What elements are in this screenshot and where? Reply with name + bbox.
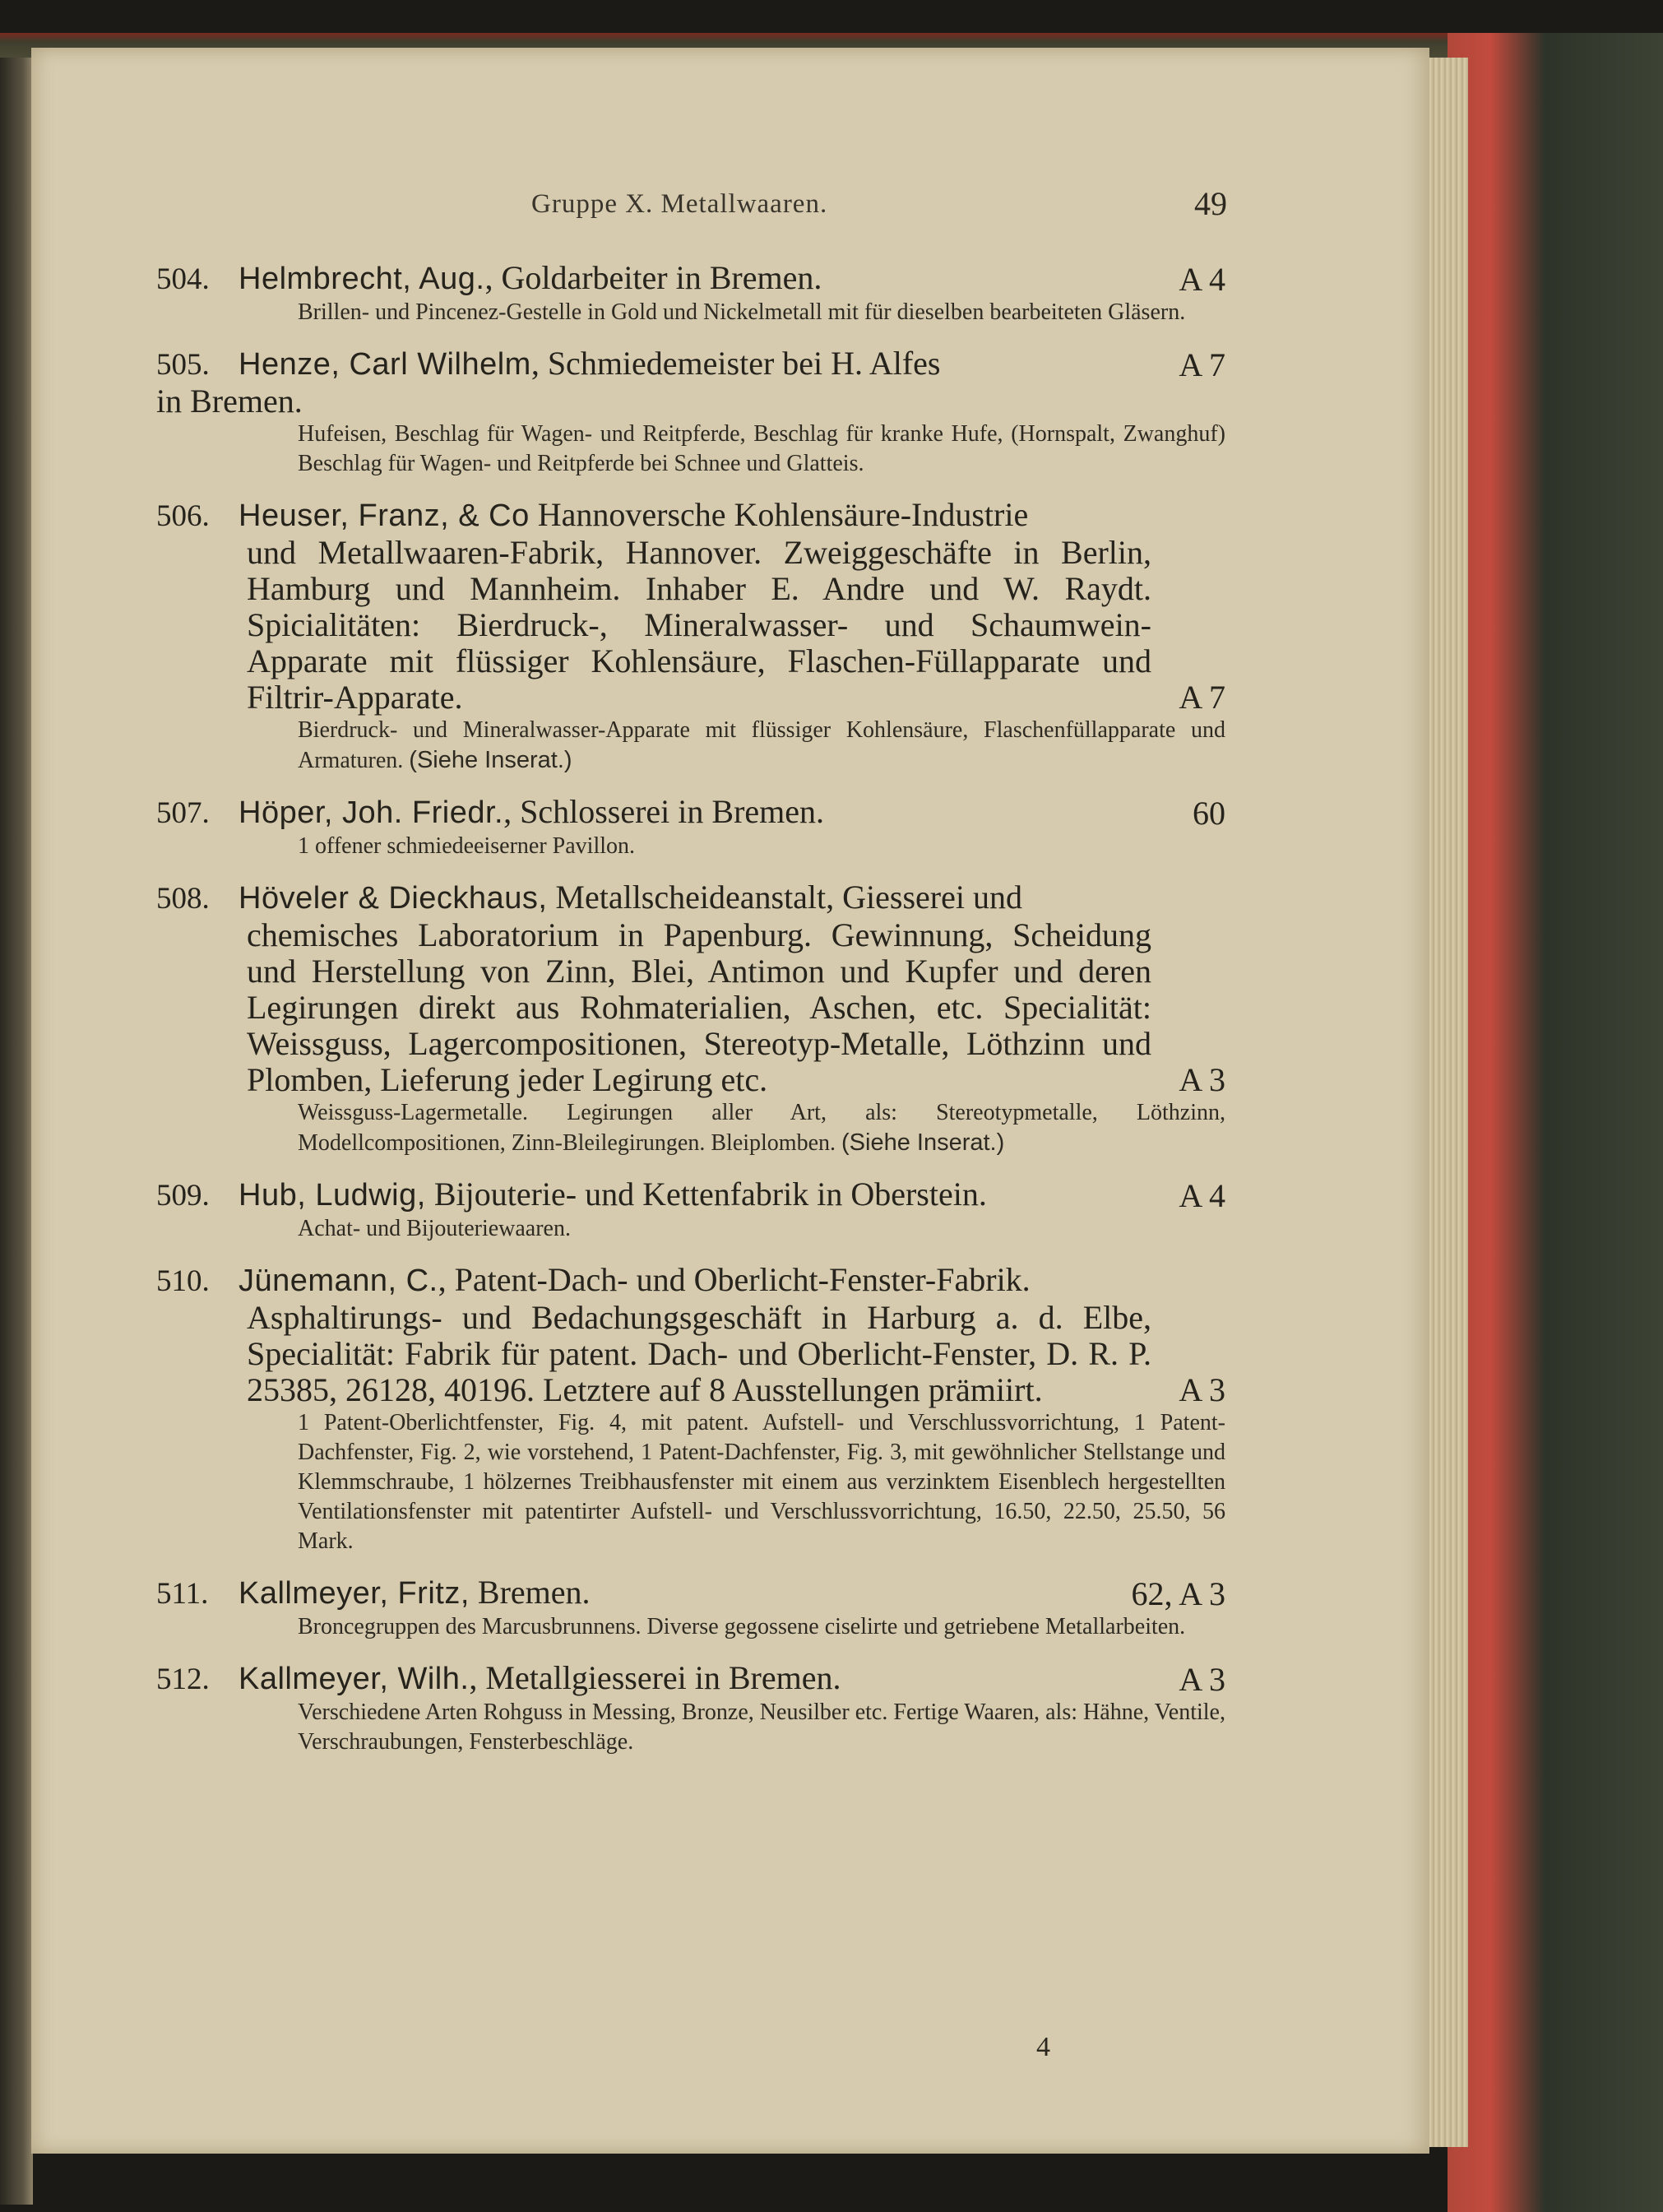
exhibitor-name: Jünemann, C. (239, 1264, 438, 1298)
exhibitor-details: , Metallgiesserei in Bremen. (469, 1659, 841, 1696)
entry-headline (156, 1262, 1225, 1300)
location-code: A 4 (1179, 261, 1225, 298)
exhibit-description: Hufeisen, Beschlag für Wagen- und Reitpferde, Beschlag für kranke Hufe, (Hornspalt, Zwanghuf) Beschlag für Wagen- und Reitpferde bei Schnee und Glatteis. (298, 421, 1225, 476)
entry-number: 507. (156, 796, 210, 830)
entry-number: 505. (156, 348, 210, 382)
exhibitor-details: , Patent-Dach- und Oberlicht-Fenster-Fabrik. (438, 1261, 1031, 1298)
entry-headline (156, 794, 1225, 832)
exhibitor-details: Bremen. (469, 1574, 591, 1611)
exhibit-description-text: Weissguss-Lagermetalle. Legirungen aller Art, als: Stereotypmetalle, Löthzinn, Modellcompositionen, Zinn-Bleilegirungen. Bleiplomben. (298, 1100, 1225, 1156)
exhibitor-details: , Goldarbeiter in Bremen. (484, 259, 822, 296)
entry-headline (156, 1574, 1225, 1612)
exhibit-description: Brillen- und Pincenez-Gestelle in Gold und Nickelmetall mit für dieselben bearbeiteten Gläsern. (298, 299, 1186, 325)
page-number: 49 (1194, 185, 1227, 222)
exhibitor-details-continued (156, 1300, 1225, 1408)
book-binding-left (0, 49, 33, 2205)
entry-number: 510. (156, 1264, 210, 1298)
exhibitor-details-text: und Metallwaaren-Fabrik, Hannover. Zweiggeschäfte in Berlin, Hamburg und Mannheim. Inhaber E. Andre und W. Raydt. Spicialitäten: Bierdruck-, Mineralwasser- und Schaumwein-Apparate mit flüssiger Kohlensäure, Flaschen-Füllapparate und Filtrir-Apparate. (247, 534, 1151, 716)
exhibit-description: 1 offener schmiedeeiserner Pavillon. (298, 833, 636, 859)
exhibitor-name: Heuser, Franz, & Co (239, 499, 530, 533)
entry-number: 509. (156, 1179, 210, 1213)
entry-507 (156, 794, 1225, 861)
advert-reference: (Siehe Inserat.) (841, 1129, 1005, 1156)
entry-504 (156, 260, 1225, 327)
running-head: Gruppe X. Metallwaaren. (531, 189, 828, 219)
exhibitor-details: , Schmiedemeister bei H. Alfes (530, 345, 941, 382)
exhibitor-name: Helmbrecht, Aug. (239, 262, 485, 296)
exhibit-description: 1 Patent-Oberlichtfenster, Fig. 4, mit patent. Aufstell- und Verschlussvorrichtung, 1 Patent-Dachfenster, Fig. 2, wie vorstehend, 1 Patent-Dachfenster, Fig. 3, mit gewöhnlicher Stellstange und Klemmschraube, 1 hölzernes Treibhausfenster mit einem aus verzinktem Eisenblech hergestellten Ventilationsfenster mit patentirter Aufstell- und Verschlussvorrichtung, 16.50, 22.50, 25.50, 56 Mark. (298, 1410, 1225, 1554)
signature-mark: 4 (1036, 2032, 1050, 2062)
location-code: 62, A 3 (1131, 1575, 1225, 1612)
entry-number: 512. (156, 1662, 210, 1696)
entry-508 (156, 879, 1225, 1158)
entry-headline (156, 1660, 1225, 1698)
entry-number: 504. (156, 262, 210, 296)
exhibitor-details-continued (156, 917, 1225, 1098)
exhibitor-details: Metallscheideanstalt, Giesserei und (547, 879, 1022, 916)
exhibitor-details-continued: in Bremen. (156, 383, 303, 420)
entry-number: 506. (156, 499, 210, 533)
entry-headline (156, 497, 1225, 535)
entry-headline (156, 879, 1225, 917)
location-code: A 3 (1179, 1061, 1225, 1098)
entry-509 (156, 1176, 1225, 1244)
exhibit-description (156, 1098, 1225, 1158)
exhibitor-name: Kallmeyer, Wilh. (239, 1662, 470, 1696)
entry-510 (156, 1262, 1225, 1556)
entry-512 (156, 1660, 1225, 1757)
exhibitor-details: Hannoversche Kohlensäure-Industrie (529, 496, 1029, 533)
exhibitor-name: Henze, Carl Wilhelm (239, 347, 531, 382)
entry-list (156, 260, 1225, 1775)
exhibit-description-text: Bierdruck- und Mineralwasser-Apparate mit flüssiger Kohlensäure, Flaschenfüllapparate und Armaturen. (298, 717, 1225, 773)
entry-511 (156, 1574, 1225, 1642)
entry-headline (156, 260, 1225, 298)
exhibitor-details: Bijouterie- und Kettenfabrik in Oberstein. (425, 1176, 987, 1213)
entry-505 (156, 345, 1225, 479)
location-code: A 3 (1179, 1371, 1225, 1408)
exhibitor-name: Höper, Joh. Friedr. (239, 795, 504, 830)
exhibit-description: Achat- und Bijouteriewaaren. (298, 1216, 571, 1241)
exhibitor-details-continued (156, 535, 1225, 716)
entry-headline (156, 345, 1225, 383)
exhibitor-details-text: Asphaltirungs- und Bedachungsgeschäft in Harburg a. d. Elbe, Specialität: Fabrik für patent. Dach- und Oberlicht-Fenster, D. R. P. 25385, 26128, 40196. Letztere auf 8 Ausstellungen prämiirt. (247, 1299, 1151, 1408)
advert-reference: (Siehe Inserat.) (409, 747, 572, 773)
entry-headline (156, 1176, 1225, 1214)
exhibitor-name: Höveler & Dieckhaus, (239, 881, 548, 916)
exhibit-description: Verschiedene Arten Rohguss in Messing, Bronze, Neusilber etc. Fertige Waaren, als: Hähne, Ventile, Verschraubungen, Fensterbeschläge. (298, 1700, 1225, 1755)
exhibit-description: Broncegruppen des Marcusbrunnens. Diverse gegossene ciselirte und getriebene Metallarbeiten. (298, 1614, 1186, 1639)
location-code: A 3 (1179, 1661, 1225, 1698)
entry-number: 508. (156, 882, 210, 916)
exhibitor-details: , Schlosserei in Bremen. (503, 793, 825, 830)
location-code: A 7 (1179, 679, 1225, 716)
entry-506 (156, 497, 1225, 776)
exhibit-description (156, 716, 1225, 776)
location-code: A 7 (1179, 346, 1225, 383)
entry-number: 511. (156, 1577, 209, 1611)
exhibitor-details-text: chemisches Laboratorium in Papenburg. Gewinnung, Scheidung und Herstellung von Zinn, Blei, Antimon und Kupfer und deren Legirungen direkt aus Rohmaterialien, Aschen, etc. Specialität: Weissguss, Lagercompositionen, Stereotyp-Metalle, Löthzinn und Plomben, Lieferung jeder Legirung etc. (247, 916, 1151, 1098)
location-code: A 4 (1179, 1177, 1225, 1214)
exhibitor-name: Kallmeyer, Fritz, (239, 1576, 470, 1611)
location-code: 60 (1193, 795, 1225, 832)
exhibitor-name: Hub, Ludwig, (239, 1178, 426, 1213)
book-binding-right (1448, 33, 1663, 2212)
